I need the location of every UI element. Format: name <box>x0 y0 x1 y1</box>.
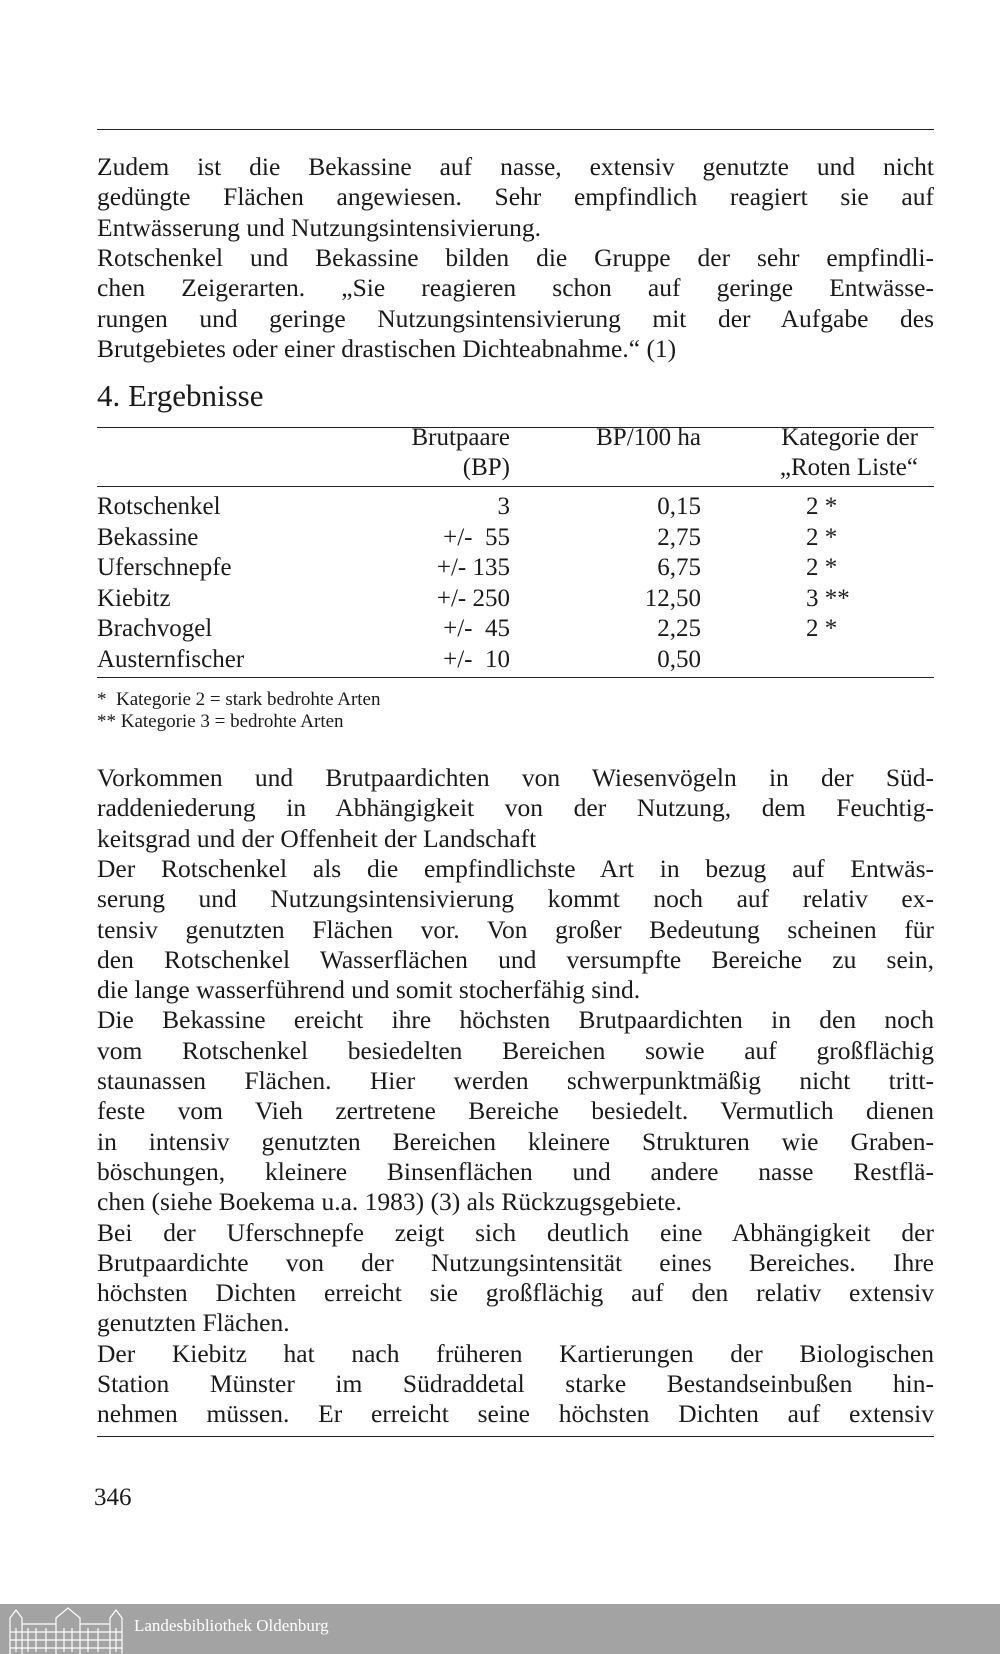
text-line: chen (siehe Boekema u.a. 1983) (3) als Rückzugsgebiete. <box>97 1187 682 1217</box>
cell-species: Bekassine <box>97 523 199 551</box>
text-line: Rotschenkel und Bekassine bilden die Gruppe der sehr empfindli- <box>97 242 934 272</box>
text-line: Brutgebietes oder einer drastischen Dichteabnahme.“ (1) <box>97 333 677 363</box>
page-number: 346 <box>94 1484 132 1511</box>
text-line: rungen und geringe Nutzungsintensivierung mit der Aufgabe des <box>97 303 934 333</box>
header-category-2: „Roten Liste“ <box>779 454 918 481</box>
text-line: böschungen, kleinere Binsenflächen und andere nasse Restflä- <box>97 1156 934 1186</box>
text-line: tensiv genutzten Flächen vor. Von großer Bedeutung scheinen für <box>97 914 934 944</box>
cell-species: Uferschnepfe <box>97 554 232 581</box>
text-line: gedüngte Flächen angewiesen. Sehr empfindlich reagiert sie auf <box>97 182 934 212</box>
text-line: den Rotschenkel Wasserflächen und versumpfte Bereiche zu sein, <box>97 944 934 974</box>
cell-pairs: +/- 55 <box>443 523 510 551</box>
table-bottom-rule <box>97 677 934 678</box>
cell-species: Austernfischer <box>97 645 245 673</box>
table-header-rule <box>97 486 934 487</box>
text-line: Bei der Uferschnepfe zeigt sich deutlich eine Abhängigkeit der <box>97 1217 934 1247</box>
cell-category: 2 * <box>806 554 838 581</box>
cell-density: 12,50 <box>644 584 701 612</box>
text-line: vom Rotschenkel besiedelten Bereichen sowie auf großflächig <box>97 1035 934 1065</box>
cell-density: 0,15 <box>657 493 701 520</box>
text-line: nehmen müssen. Er erreicht seine höchsten Dichten auf extensiv <box>97 1399 934 1429</box>
cell-pairs: 3 <box>497 493 510 520</box>
footnote-1: * Kategorie 2 = stark bedrohte Arten <box>97 689 381 710</box>
cell-density: 0,50 <box>657 645 701 673</box>
bottom-rule <box>97 1436 934 1437</box>
cell-density: 6,75 <box>657 554 701 581</box>
text-line: staunassen Flächen. Hier werden schwerpunktmäßig nicht tritt- <box>97 1066 934 1095</box>
library-building-icon <box>6 1606 124 1654</box>
text-line: Brutpaardichte von der Nutzungsintensität eines Bereiches. Ihre <box>97 1247 934 1277</box>
footnote-2: ** Kategorie 3 = bedrohte Arten <box>97 711 344 732</box>
text-line: chen Zeigerarten. „Sie reagieren schon auf geringe Entwässe- <box>97 273 934 303</box>
cell-category: 2 * <box>806 523 838 551</box>
text-line: Entwässerung und Nutzungsintensivierung. <box>97 212 542 242</box>
header-density: BP/100 ha <box>596 424 701 451</box>
cell-density: 2,75 <box>657 523 701 551</box>
header-category: Kategorie der <box>781 424 918 451</box>
cell-pairs: +/- 45 <box>443 615 510 642</box>
text-line: Zudem ist die Bekassine auf nasse, extensiv genutzte und nicht <box>97 152 934 181</box>
cell-pairs: +/- 10 <box>443 645 510 673</box>
top-rule <box>97 129 934 130</box>
header-brutpaare-abbr: (BP) <box>462 454 510 481</box>
footer-bar <box>0 1604 1000 1654</box>
text-line: Die Bekassine ereicht ihre höchsten Brutpaardichten in den noch <box>97 1005 934 1035</box>
cell-category: 2 * <box>806 615 838 642</box>
cell-species: Kiebitz <box>97 584 171 612</box>
text-line: Station Münster im Südraddetal starke Bestandseinbußen hin- <box>97 1369 934 1398</box>
text-line: keitsgrad und der Offenheit der Landschaft <box>97 823 537 853</box>
text-line: feste vom Vieh zertretene Bereiche besiedelt. Vermutlich dienen <box>97 1096 934 1126</box>
cell-category: 2 * <box>806 493 838 520</box>
text-line: raddeniederung in Abhängigkeit von der Nutzung, dem Feuchtig- <box>97 793 934 823</box>
cell-category: 3 ** <box>806 584 850 612</box>
header-brutpaare: Brutpaare <box>411 424 510 451</box>
section-heading: 4. Ergebnisse <box>97 378 264 413</box>
library-name: Landesbibliothek Oldenburg <box>134 1616 329 1635</box>
cell-pairs: +/- 250 <box>436 584 510 612</box>
cell-species: Rotschenkel <box>97 493 221 520</box>
text-line: höchsten Dichten erreicht sie großflächig auf den relativ extensiv <box>97 1278 934 1308</box>
cell-density: 2,25 <box>657 615 701 642</box>
text-line: die lange wasserführend und somit stocherfähig sind. <box>97 975 641 1005</box>
text-line: Der Rotschenkel als die empfindlichste Art in bezug auf Entwäs- <box>97 853 934 883</box>
cell-species: Brachvogel <box>97 615 213 642</box>
text-line: Vorkommen und Brutpaardichten von Wiesenvögeln in der Süd- <box>97 763 934 792</box>
text-line: genutzten Flächen. <box>97 1308 290 1338</box>
text-line: Der Kiebitz hat nach früheren Kartierungen der Biologischen <box>97 1338 934 1368</box>
text-line: in intensiv genutzten Bereichen kleinere Strukturen wie Graben- <box>97 1126 934 1156</box>
cell-pairs: +/- 135 <box>436 554 510 581</box>
text-line: serung und Nutzungsintensivierung kommt noch auf relativ ex- <box>97 884 934 914</box>
